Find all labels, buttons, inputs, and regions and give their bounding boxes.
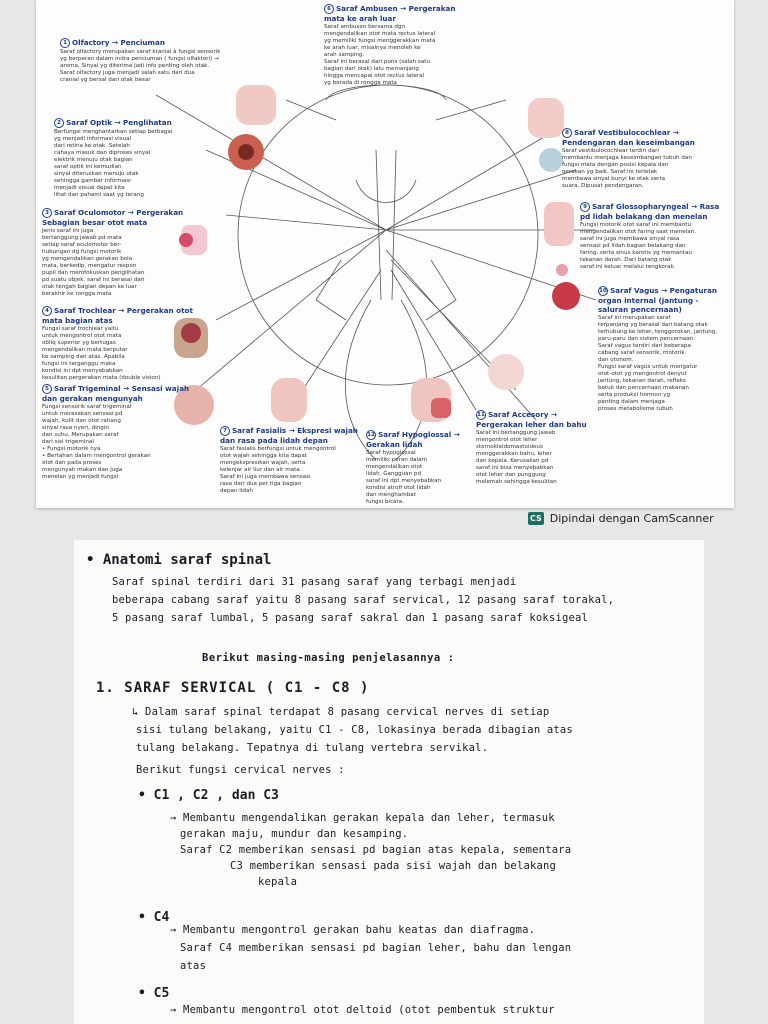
camscanner-logo: CS xyxy=(530,514,542,523)
c123-line-1: → Membantu mengendalikan gerakan kepala dan leher, termasuk xyxy=(170,812,555,824)
note-accessory: 11 Saraf Accesory → Pergerakan leher dan bahu Saraf ini bertanggung jawab mengontrol otot leher sternokleidomastoideus menggerakkan bahu, leher dan kepala. Kerusakan pd saraf ini bisa menyebabkan otot leher dan punggung melemah sehingga kesulitan xyxy=(476,410,587,485)
note-vestibulocochlear: 8 Saraf Vestibulocochlear → Pendengaran dan keseimbangan Saraf vestibulocochlear terdiri dari membantu menjaga keseimbangan tubuh dan fungsi mata dengan posisi kepala dan gerakan yg baik. Saraf ini terletak membawa sinyal bunyi ke otak serta suara. Dipusat pendengaran. xyxy=(562,128,695,189)
intro-line-1: Saraf spinal terdiri dari 31 pasang saraf yang terbagi menjadi xyxy=(112,576,517,588)
c4-line-1: → Membantu mengontrol gerakan bahu keatas dan diafragma. xyxy=(170,924,536,936)
camscanner-watermark xyxy=(528,512,714,525)
c123-label: • C1 , C2 , dan C3 xyxy=(138,788,279,803)
scanned-page-spinal-nerves xyxy=(74,540,704,1024)
camscanner-text: Dipindai dengan CamScanner xyxy=(549,512,714,525)
c123-line-5: kepala xyxy=(258,876,298,888)
scanned-page-cranial-nerves xyxy=(36,0,734,508)
c123-line-3: Saraf C2 memberikan sensasi pd bagian atas kepala, sementara xyxy=(180,844,572,856)
c5-label: • C5 xyxy=(138,986,170,1001)
note-olfactory: 1 Olfactory → Penciuman Saraf olfactory merupakan saraf kranial à fungsi sensorik yg berperan dalam indra penciuman ( fungsi olfaktori) → aroma. Sinyal yg diterima jadi info penting oleh otak. Saraf olfactory juga menjadi salah satu dari dua cranial yg bersal dari otak besar xyxy=(60,38,221,83)
section-line-3: tulang belakang. Tepatnya di tulang vertebra servikal. xyxy=(136,742,489,754)
note-hypoglossal: 12 Saraf Hypoglossal → Gerakan lidah Saraf hypoglossal memiliki peran dalam mengendalikan otot lidah. Gangguan pd saraf ini dpt menyebabkan kondisi atrofi otot lidah dan menghambat fungsi bicara. xyxy=(366,430,460,505)
c4-label: • C4 xyxy=(138,910,170,925)
note-glossopharyngeal: 9 Saraf Glossopharyngeal → Rasa pd lidah belakang dan menelan Fungsi motorik otot saraf ini membantu mengendalikan otot faring saat menelan. saraf ini juga membawa sinyal rasa sensasi pd lidah bagian belakang dan faring, serta sinus karotis yg memantau tekanan darah. Dari batang otak saraf ini keluar melalui tengkorak. xyxy=(580,202,720,270)
c123-line-4: C3 memberikan sensasi pada sisi wajah dan belakang xyxy=(230,860,557,872)
note-trigeminal: 5 Saraf Trigeminal → Sensasi wajah dan gerakan mengunyah Fungsi sensorik saraf trigeminal untuk merasakan sensasi pd wajah, kulit dan otot rahang sinyal rasa nyeri, dingin dan suhu. Merupakan saraf dari sisi trigeminal • Fungsi motorik nya • Bertahan dalam mengontrol gerakan otot dan pada proses mengunyah makan dan juga menelan yg menjadi fungsi xyxy=(42,384,190,480)
intro-line-3: 5 pasang saraf lumbal, 5 pasang saraf sakral dan 1 pasang saraf koksigeal xyxy=(112,612,589,624)
note-abdusen: 6 Saraf Ambusen → Pergerakan mata ke arah luar Saraf ambusen bersama dgn mengendalikan otot mata rectus lateral yg memiliki fungsi menggerakkan mata ke arah luar, misalnya menoleh ke arah samping. Saraf ini berasal dari pons (salah satu bagian dari otak) lalu memanjang hingga mencapai otot rectus lateral yg berada di rongga mata xyxy=(324,4,456,86)
c4-line-2: Saraf C4 memberikan sensasi pd bagian leher, bahu dan lengan xyxy=(180,942,572,954)
note-oculomotor: 3 Saraf Oculomotor → Pergerakan Sebagian besar otot mata Jenis saraf ini juga bertanggung jawab pd mata setiap saraf oculomotor ber- hubungan dg fungsi motorik yg mengendalikan gerakan bola mata, berkedip, mengatur respon pupil dan memfokuskan penglihatan pd suatu objek. saraf ini berasal dari otak tengah bagian depan ke luar berakhir ke rongga mata xyxy=(42,208,184,297)
page-title: • Anatomi saraf spinal xyxy=(86,552,272,568)
section-line-2: sisi tulang belakang, yaitu C1 - C8, lokasinya berada dibagian atas xyxy=(136,724,573,736)
functions-label: Berikut fungsi cervical nerves : xyxy=(136,764,345,776)
section-line-1: ↳ Dalam saraf spinal terdapat 8 pasang cervical nerves di setiap xyxy=(132,706,550,718)
subheading: Berikut masing-masing penjelasannya : xyxy=(202,652,455,664)
intro-line-2: beberapa cabang saraf yaitu 8 pasang saraf servical, 12 pasang saraf torakal, xyxy=(112,594,615,606)
section-heading: 1. SARAF SERVICAL ( C1 - C8 ) xyxy=(96,680,370,696)
c4-line-3: atas xyxy=(180,960,207,972)
note-trochlear: 4 Saraf Trochlear → Pergerakan otot mata bagian atas Fungsi saraf trochlear yaitu untuk mengontrol otot mata obliq superior yg bertugas mengendalikan mata berputar ke samping dan atas. Apabila fungsi ini terganggu maka kondisi ini dpt menyebabkan kesulitan pergerakan mata (double vision) xyxy=(42,306,193,381)
c5-line-1: → Membantu mengontrol otot deltoid (otot pembentuk struktur xyxy=(170,1004,555,1016)
note-vagus: 10 Saraf Vagus → Pengaturan organ internal (jantung - saluran pencernaan) Saraf ini merupakan saraf terpanjang yg berasal dari batang otak terhubung ke leher, tenggorokan, jantung, paru-paru dan sistem pencernaan. Saraf vagus terdiri dari beberapa cabang saraf sensorik, motorik dan otonom. Fungsi saraf vagus untuk mengatur otot-otot yg mengontrol denyut jantung, tekanan darah, refleks batuk dan pencernaan makanan serta produksi hormon yg penting dalam menjaga proses metabolisme tubuh xyxy=(598,286,718,412)
c123-line-2: gerakan maju, mundur dan kesamping. xyxy=(180,828,409,840)
note-optik: 2 Saraf Optik → Penglihatan Berfungsi menghantarkan setiap berbagai yg menjadi informasi visual dari retina ke otak. Setelah cahaya masuk dan diproses sinyal elektrik menuju otak bagian saraf optik ini kemudian sinyal diteruskan menuju otak sehingga gambar informasi menjadi visual dapat kita lihat dan pahami saat yg terang xyxy=(54,118,173,198)
note-facial: 7 Saraf Fasialis → Ekspresi wajah dan rasa pada lidah depan Saraf fasialis berfungsi untuk mengontrol otot wajah sehingga kita dapat mengekspresikan wajah, serta kelenjar air liur dan air mata. Saraf ini juga membawa sensasi rasa dari dua per tiga bagian depan lidah xyxy=(220,426,358,494)
